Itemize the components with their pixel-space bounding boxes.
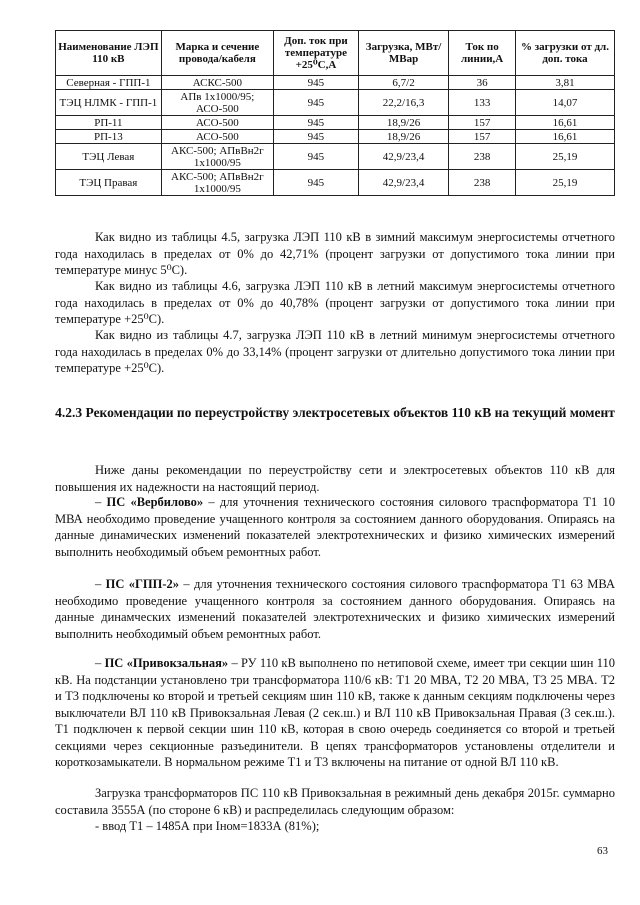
table-row [56, 90, 615, 116]
table-cell: АСКС-500 [161, 76, 273, 90]
table-cell: 157 [449, 130, 516, 144]
table-cell: 25,19 [515, 144, 614, 170]
table-cell: РП-13 [56, 130, 162, 144]
paragraph-text: – для уточнения технического состояния силового трасnформатора Т1 63 МВА необходимо проведение учащенного контроля за состоянием данного оборудования. Опираясь на данные динамческих изменений показателей электротехнических и физико химических измерений выполнить необходимый объем ремонтных работ. [55, 577, 616, 641]
table-cell: 945 [273, 130, 358, 144]
table-cell: 18,9/26 [358, 116, 448, 130]
table-row [56, 170, 615, 196]
bullet-dash: – [95, 495, 107, 509]
table-cell: 22,2/16,3 [358, 90, 448, 116]
paragraph-gpp2 [55, 576, 615, 642]
paragraph-verbilovo [55, 494, 615, 560]
substation-name-verbilovo: ПС «Вербилово» [106, 495, 204, 509]
page-number: 63 [597, 845, 608, 857]
table-cell: 945 [273, 144, 358, 170]
table-header-row [56, 31, 615, 76]
table-cell: 36 [449, 76, 516, 90]
table-header-cell: % загрузки от дл. доп. тока [515, 31, 614, 76]
substation-name-privokzalnaya: ПС «Привокзальная» [104, 656, 229, 670]
table-cell: 18,9/26 [358, 130, 448, 144]
table-cell: 945 [273, 90, 358, 116]
table-cell: ТЭЦ НЛМК - ГПП-1 [56, 90, 162, 116]
paragraph-summer-max: Как видно из таблицы 4.6, загрузка ЛЭП 110 кВ в летний максимум энергосистемы отчетного года находилась в пределах от 0% до 40,78% (процент загрузки от допустимого тока линии при температуре +25⁰С). [55, 279, 615, 326]
table-header-cell: Доп. ток при температуре +25⁰С,А [273, 31, 358, 76]
table-cell: 238 [449, 144, 516, 170]
table-cell: 14,07 [515, 90, 614, 116]
table-cell: АСО-500 [161, 130, 273, 144]
table-row [56, 144, 615, 170]
paragraph-load-summary: Загрузка трансформаторов ПС 110 кВ Привокзальная в режимный день декабря 2015г. суммарно составила 3555А (по стороне 6 кВ) и распределилась следующим образом: [55, 786, 615, 817]
table-cell: АКС-500; АПвВн2г 1х1000/95 [161, 144, 273, 170]
bullet-dash: – [95, 656, 105, 670]
table-cell: 238 [449, 170, 516, 196]
paragraph-intro: Ниже даны рекомендации по переустройству сети и электросетевых объектов 110 кВ для повышения их надежности на настоящий период. [55, 463, 615, 494]
table-cell: 42,9/23,4 [358, 170, 448, 196]
paragraph-privokzalnaya [55, 655, 615, 771]
table-cell: 42,9/23,4 [358, 144, 448, 170]
table-cell: 3,81 [515, 76, 614, 90]
table-cell: ТЭЦ Левая [56, 144, 162, 170]
table-cell: АПв 1х1000/95; АСО-500 [161, 90, 273, 116]
paragraph-winter-max: Как видно из таблицы 4.5, загрузка ЛЭП 110 кВ в зимний максимум энергосистемы отчетного года находилась в пределах от 0% до 42,71% (процент загрузки от допустимого тока линии при температуре минус 5⁰С). [55, 230, 615, 277]
table-cell: АКС-500; АПвВн2г 1х1000/95 [161, 170, 273, 196]
line-load-table [55, 30, 615, 196]
table-cell: АСО-500 [161, 116, 273, 130]
bullet-dash: – [95, 577, 106, 591]
table-cell: РП-11 [56, 116, 162, 130]
table-header-cell: Наименование ЛЭП 110 кВ [56, 31, 162, 76]
table-cell: 133 [449, 90, 516, 116]
table-cell: 16,61 [515, 116, 614, 130]
table-header-cell: Марка и сечение провода/кабеля [161, 31, 273, 76]
table-row [56, 76, 615, 90]
table-cell: ТЭЦ Правая [56, 170, 162, 196]
table-cell: 945 [273, 116, 358, 130]
table-cell: 25,19 [515, 170, 614, 196]
table-cell: 16,61 [515, 130, 614, 144]
table-header-cell: Загрузка, МВт/МВар [358, 31, 448, 76]
table-cell: Северная - ГПП-1 [56, 76, 162, 90]
paragraph-text: – для уточнения технического состояния силового трасnформатора Т1 10 МВА необходимо проведение учащенного контроля за состоянием данного оборудования. Опираясь на данные динамических изменений показателей электротехнических и физико химических измерений выполнить необходимый объем ремонтных работ. [55, 495, 615, 559]
paragraph-text: – РУ 110 кВ выполнено по нетиповой схеме, имеет три секции шин 110 кВ. На подстанции установлено три трансформатора 110/6 кВ: Т1 20 МВА, Т2 20 МВА, Т3 25 МВА. Т2 и Т3 подключены ко второй и третьей секциям шин 110 кВ, также к данным секциям подключены через выключатели ВЛ 110 кВ Привокзальная Левая (2 сек.ш.) и ВЛ 110 кВ Привокзальная Правая (3 сек.ш.). Т1 подключен к первой секции шин 110 кВ, которая в свою очередь соединяется со второй и третьей секциями через секционные разъединители. В цепях трансформаторов установлены отделители и короткозамыкатели. В нормальном режиме Т1 и Т3 включены на питание от одной ВЛ 110 кВ. [55, 656, 615, 769]
table-cell: 945 [273, 76, 358, 90]
substation-name-gpp2: ПС «ГПП-2» [105, 577, 180, 591]
paragraph-summer-min: Как видно из таблицы 4.7, загрузка ЛЭП 110 кВ в летний минимум энергосистемы отчетного года находилась в пределах 0% до 33,14% (процент загрузки от длительно допустимого тока линии при температуре +25⁰С). [55, 328, 615, 375]
paragraph-input-t1: - ввод Т1 – 1485А при Iном=1833А (81%); [95, 819, 320, 833]
section-heading: 4.2.3 Рекомендации по переустройству электросетевых объектов 110 кВ на текущий момент [55, 405, 615, 420]
table-cell: 6,7/2 [358, 76, 448, 90]
table-row [56, 130, 615, 144]
table-header-cell: Ток по линии,А [449, 31, 516, 76]
table-cell: 945 [273, 170, 358, 196]
table-row [56, 116, 615, 130]
table-cell: 157 [449, 116, 516, 130]
